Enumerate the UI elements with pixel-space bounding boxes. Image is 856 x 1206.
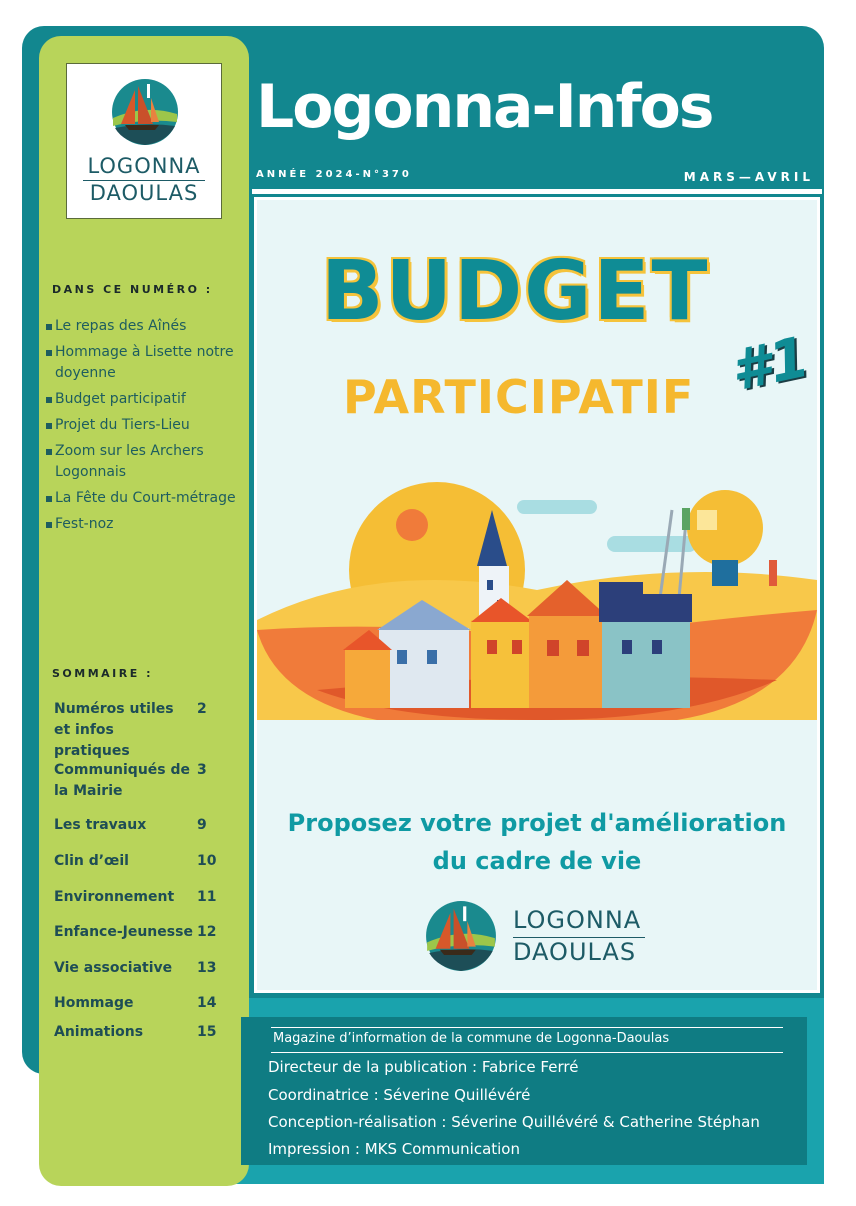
sailboat-logo-icon	[111, 78, 179, 146]
sommaire-page: 14	[197, 995, 217, 1011]
toc-item: Le repas des Aînés	[44, 316, 240, 337]
cover-subtitle	[257, 804, 817, 880]
credit-line: Conception-réalisation : Séverine Quillévéré & Catherine Stéphan	[268, 1113, 760, 1131]
sommaire-label: Vie associative	[54, 960, 173, 976]
sommaire-label: Animations	[54, 1024, 144, 1040]
sommaire-page: 9	[197, 817, 207, 833]
toc-item: Hommage à Lisette notre doyenne	[44, 342, 240, 384]
sommaire-label: Environnement	[54, 889, 175, 905]
logo-text-logonna: LOGONNA	[87, 154, 201, 178]
sommaire-page: 2	[197, 701, 207, 717]
issue-number: ANNÉE 2024-N°370	[256, 169, 412, 180]
title-divider	[252, 189, 822, 194]
sommaire-page: 15	[197, 1024, 217, 1040]
cover-edition-number: #1	[725, 324, 815, 405]
toc-item: La Fête du Court-métrage	[44, 488, 240, 509]
cover-logo-text-logonna: LOGONNA	[513, 906, 642, 934]
toc-heading: DANS CE NUMÉRO :	[52, 283, 213, 296]
toc-item: Fest-noz	[44, 514, 240, 535]
cover-logo-text-daoulas: DAOULAS	[513, 938, 637, 966]
credit-line: Coordinatrice : Séverine Quillévéré	[268, 1086, 531, 1104]
sommaire-label: Hommage	[54, 995, 134, 1011]
credits-intro: Magazine d’information de la commune de Logonna-Daoulas	[271, 1027, 783, 1053]
sommaire-page: 13	[197, 960, 217, 976]
issue-period: MARS—AVRIL	[683, 170, 814, 184]
sommaire-page: 10	[197, 853, 217, 869]
sommaire-page: 12	[197, 924, 217, 940]
credits-box	[241, 1017, 807, 1165]
cover-subtitle-line1: Proposez votre projet d'amélioration	[287, 809, 787, 837]
sommaire-row	[54, 993, 219, 1014]
toc-item: Projet du Tiers-Lieu	[44, 415, 240, 436]
sommaire-page: 11	[197, 889, 217, 905]
cover-participatif-heading: PARTICIPATIF	[343, 370, 695, 424]
credit-line: Impression : MKS Communication	[268, 1140, 520, 1158]
cover-subtitle-line2: du cadre de vie	[432, 847, 642, 875]
sommaire-heading: SOMMAIRE :	[52, 667, 153, 680]
sommaire-row	[54, 1022, 219, 1043]
cover-poster	[254, 197, 820, 993]
toc-list	[44, 316, 240, 540]
toc-item: Budget participatif	[44, 389, 240, 410]
sommaire-label: Clin d’œil	[54, 853, 129, 869]
credit-line: Directeur de la publication : Fabrice Ferré	[268, 1058, 579, 1076]
magazine-title: Logonna-Infos	[256, 72, 713, 142]
sommaire-label: Enfance-Jeunesse	[54, 924, 193, 940]
sommaire-page: 3	[197, 762, 207, 778]
sommaire-label: Les travaux	[54, 817, 147, 833]
sommaire-label: Numéros utiles et infos pratiques	[54, 701, 174, 759]
sommaire-row	[54, 887, 219, 908]
sommaire-label: Communiqués de la Mairie	[54, 762, 191, 799]
sommaire-row	[54, 922, 219, 943]
logo-text-daoulas: DAOULAS	[89, 181, 199, 205]
sommaire-row	[54, 699, 219, 762]
sommaire-row	[54, 815, 219, 836]
masthead-logo	[66, 63, 222, 219]
sommaire-row	[54, 958, 219, 979]
sommaire-row	[54, 760, 219, 802]
village-illustration	[257, 470, 817, 720]
cover-budget-heading: BUDGET	[321, 244, 710, 339]
cover-sailboat-logo-icon	[425, 900, 497, 972]
toc-item: Zoom sur les Archers Logonnais	[44, 441, 240, 483]
sommaire-row	[54, 851, 219, 872]
